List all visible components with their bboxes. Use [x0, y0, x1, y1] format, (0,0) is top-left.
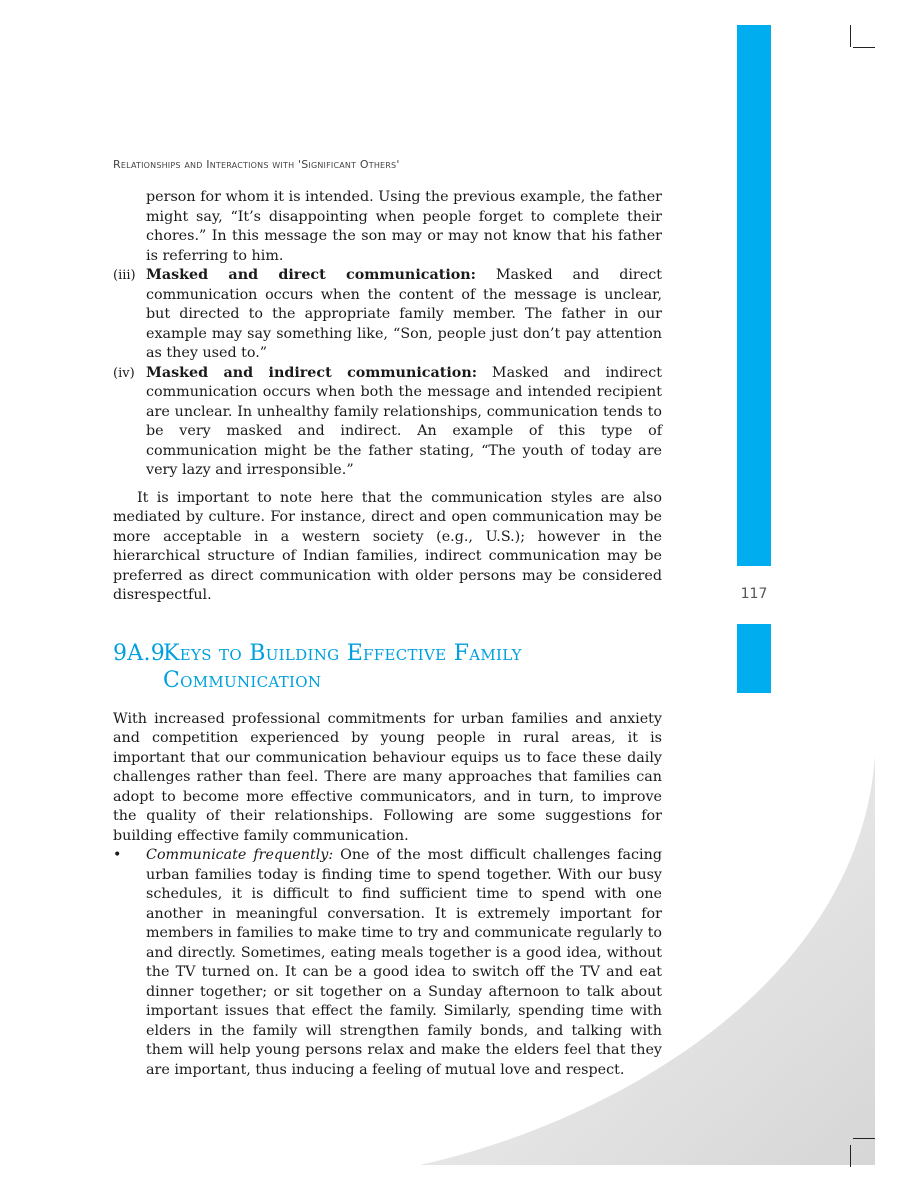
bullet-item-communicate-frequently: [113, 846, 662, 1080]
running-head: Relationships and Interactions with 'Significant Others': [113, 158, 400, 171]
list-text: Masked and indirect communication occurs when both the message and intended recipient are unclear. In unhealthy family relationships, communication tends to be very masked and indirect. An example of this type of communication might be the father stating, “The youth of today are very lazy and irresponsible.”: [146, 364, 662, 478]
section-title: Keys to Building Effective Family Communication: [163, 640, 522, 693]
list-item-iii: [113, 266, 662, 364]
crop-mark: [853, 1138, 875, 1139]
crop-mark: [850, 1145, 851, 1167]
bullet-text: One of the most difficult challenges facing urban families today is finding time to spend together. With our busy schedules, it is difficult to find sufficient time to spend with one another in meaningful conversation. It is extremely important for members in families to make time to try and communicate regularly to and directly. Sometimes, eating meals together is a good idea, without the TV turned on. It can be a good idea to switch off the TV and eat dinner together; or sit together on a Sunday afternoon to talk about important issues that effect the family. Similarly, spending time with elders in the family will strengthen family bonds, and talking with them will help young persons relax and make the elders feel that they are important, thus inducing a feeling of mutual love and respect.: [146, 847, 662, 1078]
culture-paragraph: It is important to note here that the communication styles are also mediated by culture. For instance, direct and open communication may be more acceptable in a western society (e.g., U.S.); however in the hierarchical structure of Indian families, indirect communication may be preferred as direct communication with older persons may be considered disrespectful.: [113, 489, 662, 603]
list-marker: (iii): [113, 268, 136, 283]
bullet-term: Communicate frequently:: [146, 847, 334, 863]
page-number: 117: [740, 586, 768, 602]
bullet-marker: •: [113, 847, 122, 863]
list-marker: (iv): [113, 365, 135, 381]
crop-mark: [850, 25, 851, 47]
section-heading: [113, 640, 662, 694]
list-term: Masked and indirect communication:: [146, 364, 477, 381]
page-content: [113, 188, 662, 1080]
continued-paragraph: person for whom it is intended. Using the previous example, the father might say, “It’s disappointing when people forget to complete their chores.” In this message the son may or may not know that his father is referring to him.: [146, 189, 662, 264]
list-item-iv: [113, 364, 662, 481]
crop-mark: [853, 47, 875, 48]
list-term: Masked and direct communication:: [146, 267, 476, 283]
side-accent-bar-bottom: [737, 624, 771, 693]
section-number: 9A.9: [113, 640, 166, 666]
side-accent-bar-top: [737, 25, 771, 566]
list-text: Masked and direct communication occurs when the content of the message is unclear, but directed to the appropriate family member. The father in our example may say something like, “Son, people just don’t pay attention as they used to.”: [146, 267, 662, 361]
intro-paragraph: With increased professional commitments for urban families and anxiety and competition experienced by young people in rural areas, it is important that our communication behaviour equips us to face these daily challenges rather than feel. There are many approaches that families can adopt to become more effective communicators, and in turn, to improve the quality of their relationships. Following are some suggestions for building effective family communication.: [113, 710, 662, 844]
